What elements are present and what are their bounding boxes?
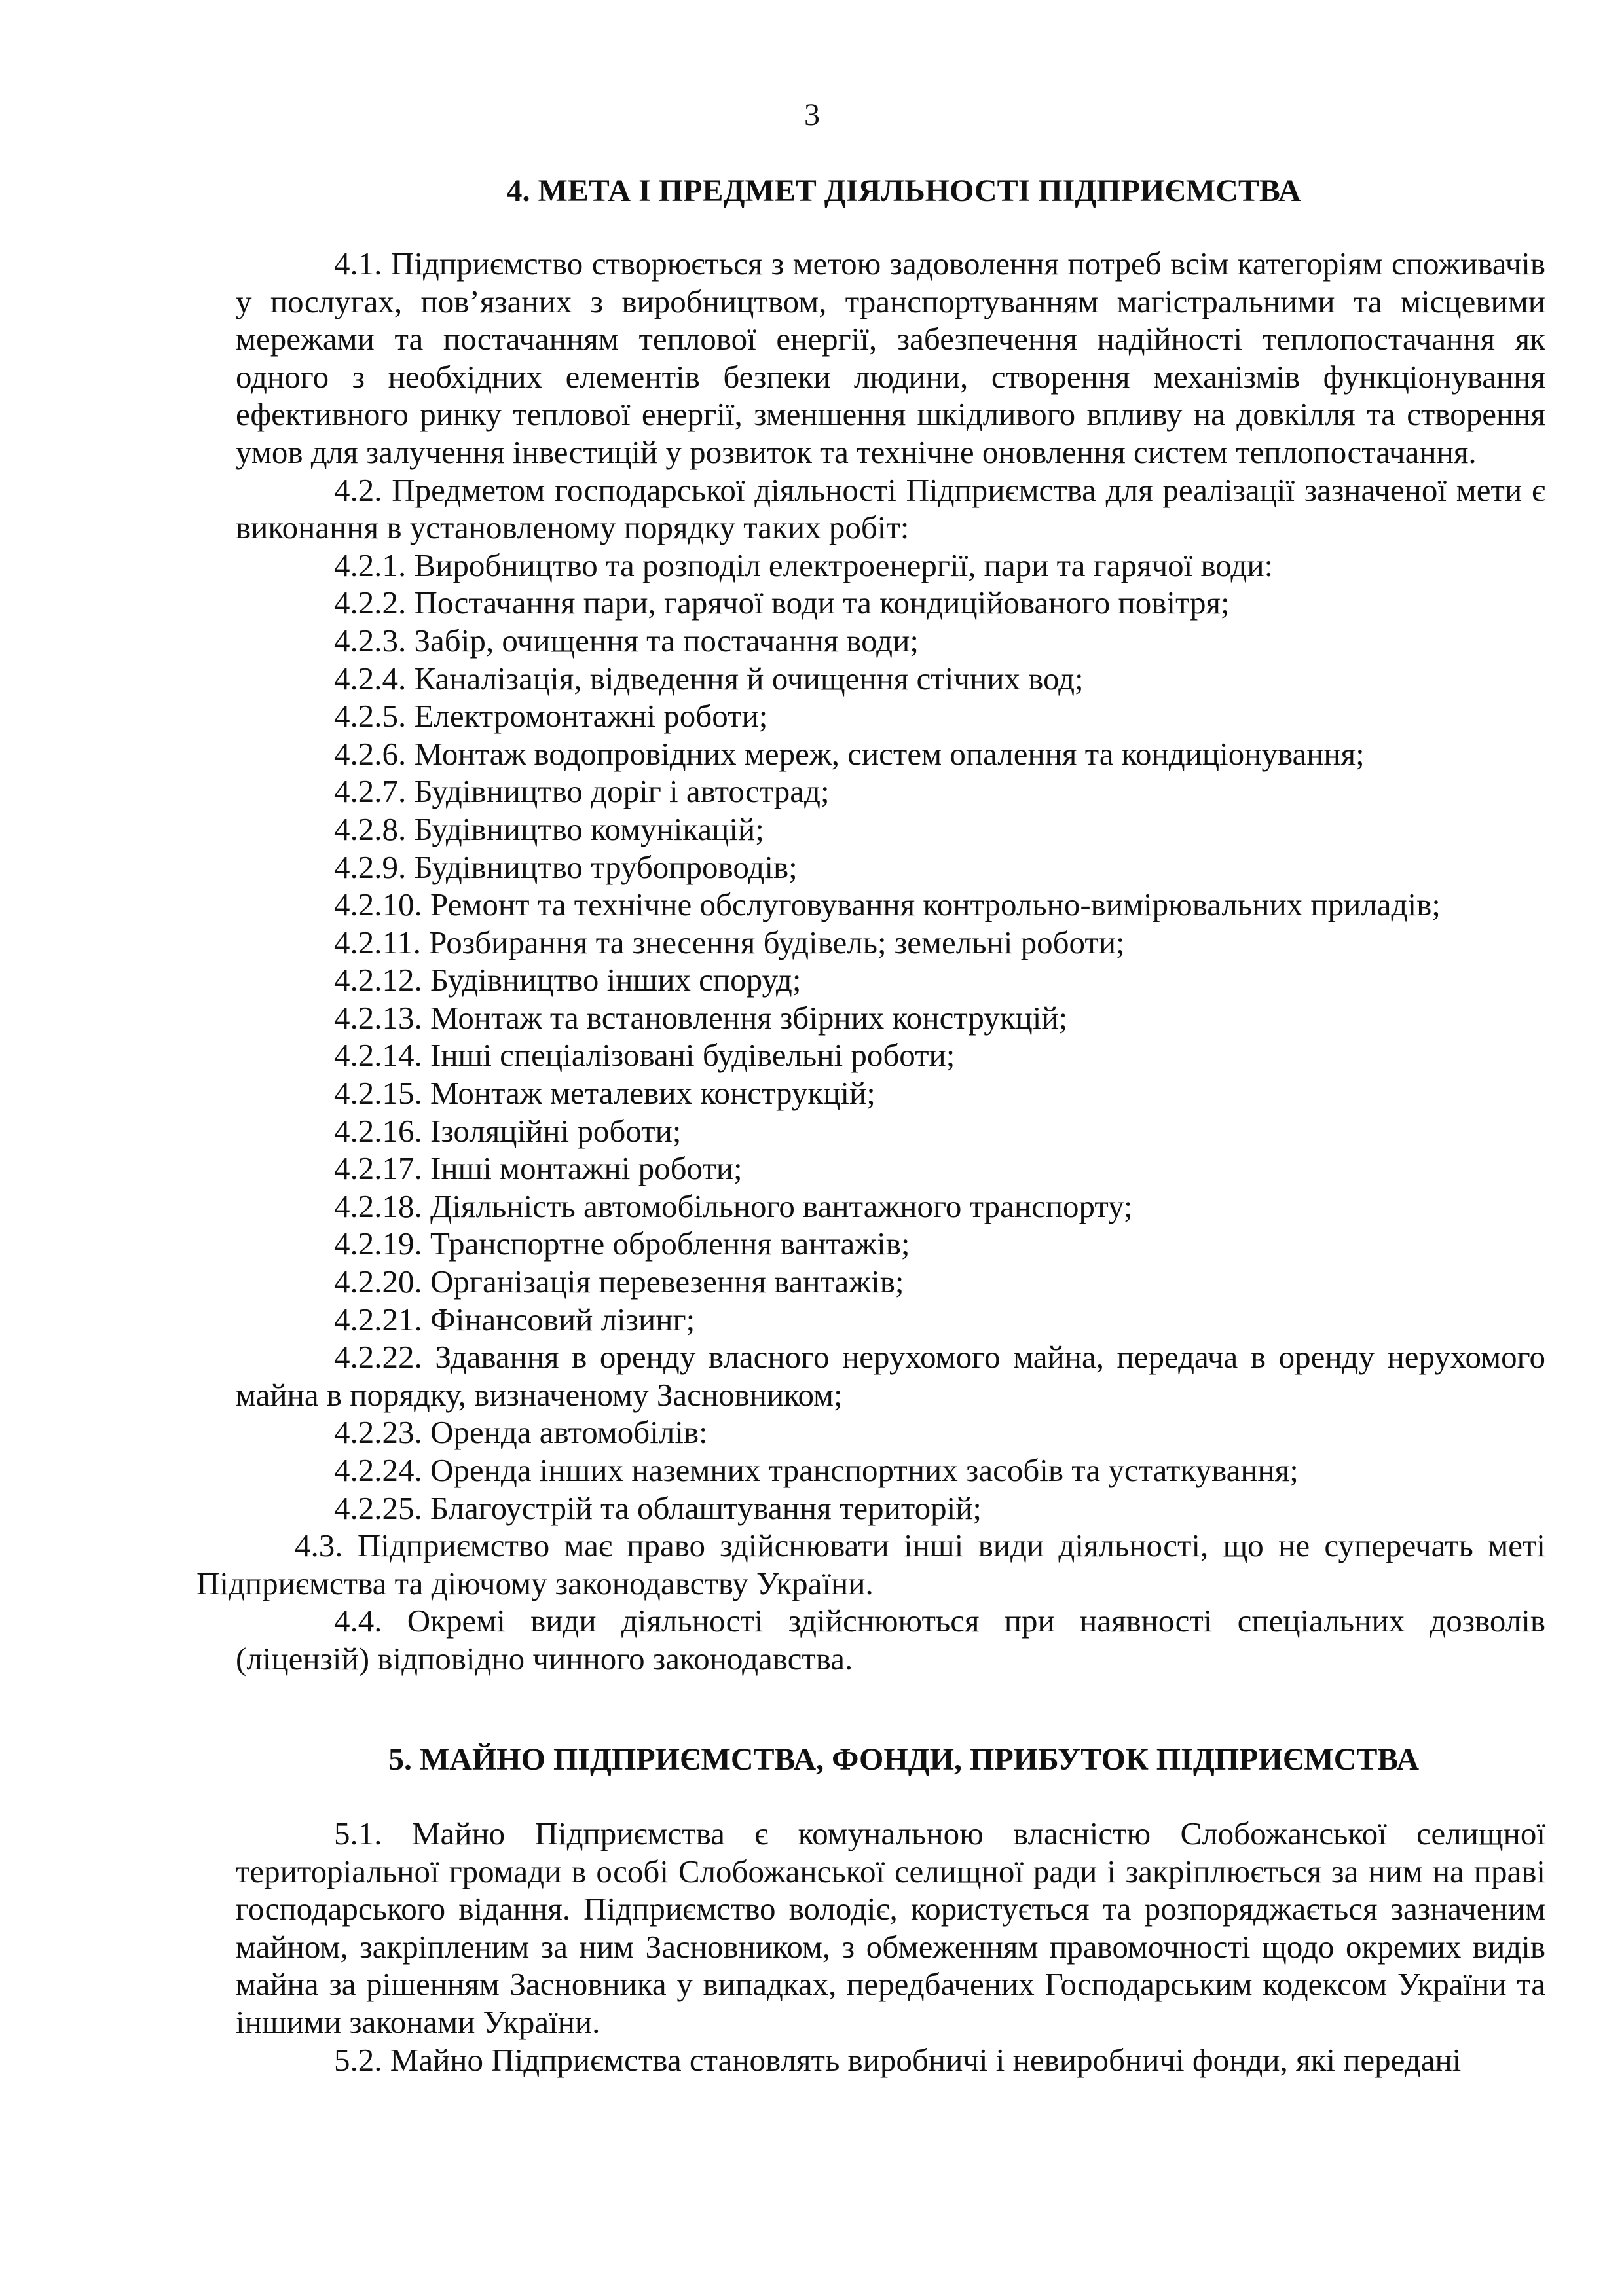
list-item: 4.2.24. Оренда інших наземних транспортних засобів та устаткування; bbox=[334, 1452, 1299, 1488]
list-item: 4.2.7. Будівництво доріг і автострад; bbox=[334, 773, 830, 810]
paragraph-4-4: 4.4. Окремі види діяльності здійснюються при наявності спеціальних дозволів (ліцензій) відповідно чинного законодавства. bbox=[236, 1603, 1545, 1677]
paragraph-4-2: 4.2. Предметом господарської діяльності Підприємства для реалізації зазначеної мети є виконання в установленому порядку таких робіт: bbox=[236, 471, 1545, 546]
list-item: 4.2.25. Благоустрій та облаштування територій; bbox=[334, 1489, 982, 1526]
list-item: 4.2.4. Каналізація, відведення й очищення стічних вод; bbox=[334, 660, 1084, 697]
paragraph-4-1: 4.1. Підприємство створюється з метою задоволення потреб всім категоріям споживачів у послугах, пов’язаних з виробництвом, транспортуванням магістральними та місцевими мережами та постачанням теплової енергії, забезпечення надійності теплопостачання як одного з необхідних елементів безпеки людини, створення механізмів функціонування ефективного ринку теплової енергії, зменшення шкідливого впливу на довкілля та створення умов для залучення інвестицій у розвиток та технічне оновлення систем теплопостачання. bbox=[236, 246, 1545, 470]
paragraph-5-2: 5.2. Майно Підприємства становлять виробничі і невиробничі фонди, які передані bbox=[334, 2041, 1462, 2078]
list-item: 4.2.12. Будівництво інших споруд; bbox=[334, 962, 802, 998]
list-item: 4.2.10. Ремонт та технічне обслуговування контрольно-вимірювальних приладів; bbox=[334, 886, 1441, 923]
list-item: 4.2.21. Фінансовий лізинг; bbox=[334, 1301, 695, 1338]
list-item: 4.2.13. Монтаж та встановлення збірних конструкцій; bbox=[334, 999, 1068, 1036]
list-item: 4.2.9. Будівництво трубопроводів; bbox=[334, 848, 798, 885]
list-item: 4.2.19. Транспортне оброблення вантажів; bbox=[334, 1226, 910, 1262]
list-item: 4.2.5. Електромонтажні роботи; bbox=[334, 698, 768, 735]
page-number: 3 bbox=[804, 98, 820, 132]
list-item: 4.2.14. Інші спеціалізовані будівельні роботи; bbox=[334, 1037, 955, 1074]
paragraph-5-1: 5.1. Майно Підприємства є комунальною власністю Слобожанської селищної територіальної громади в особі Слобожанської селищної ради і закріплюється за ним на праві господарського відання. Підприємство володіє, користується та розпоряджається зазначеним майном, закріпленим за ним Засновником, з обмеженням правомочності щодо окремих видів майна за рішенням Засновника у випадках, передбачених Господарським кодексом України та іншими законами України. bbox=[236, 1815, 1545, 2040]
activity-list bbox=[236, 547, 1545, 1527]
list-item: 4.2.1. Виробництво та розподіл електроенергії, пари та гарячої води: bbox=[334, 547, 1274, 583]
list-item: 4.2.3. Забір, очищення та постачання води; bbox=[334, 622, 919, 659]
list-item: 4.2.2. Постачання пари, гарячої води та кондиційованого повітря; bbox=[334, 585, 1230, 621]
list-item: 4.2.16. Ізоляційні роботи; bbox=[334, 1112, 682, 1149]
list-item: 4.2.6. Монтаж водопровідних мереж, систем опалення та кондиціонування; bbox=[334, 735, 1365, 772]
list-item: 4.2.20. Організація перевезення вантажів; bbox=[334, 1264, 904, 1300]
section-4-title: 4. МЕТА І ПРЕДМЕТ ДІЯЛЬНОСТІ ПІДПРИЄМСТВА bbox=[506, 173, 1301, 208]
list-item: 4.2.15. Монтаж металевих конструкцій; bbox=[334, 1075, 876, 1112]
section-5-title: 5. МАЙНО ПІДПРИЄМСТВА, ФОНДИ, ПРИБУТОК ПІДПРИЄМСТВА bbox=[388, 1742, 1420, 1777]
list-item: 4.2.17. Інші монтажні роботи; bbox=[334, 1150, 743, 1187]
list-item: 4.2.8. Будівництво комунікацій; bbox=[334, 811, 764, 847]
list-item: 4.2.23. Оренда автомобілів: bbox=[334, 1414, 708, 1451]
list-item: 4.2.11. Розбирання та знесення будівель; земельні роботи; bbox=[334, 924, 1125, 960]
paragraph-4-3: 4.3. Підприємство має право здійснювати інші види діяльності, що не суперечать меті Підприємства та діючому законодавству України. bbox=[196, 1527, 1545, 1601]
list-item: 4.2.18. Діяльність автомобільного вантажного транспорту; bbox=[334, 1188, 1133, 1224]
section-4-body bbox=[196, 245, 1545, 1678]
list-item: 4.2.22. Здавання в оренду власного нерухомого майна, передача в оренду нерухомого майна в порядку, визначеному Засновником; bbox=[236, 1339, 1545, 1413]
section-5-body bbox=[236, 1815, 1545, 2079]
